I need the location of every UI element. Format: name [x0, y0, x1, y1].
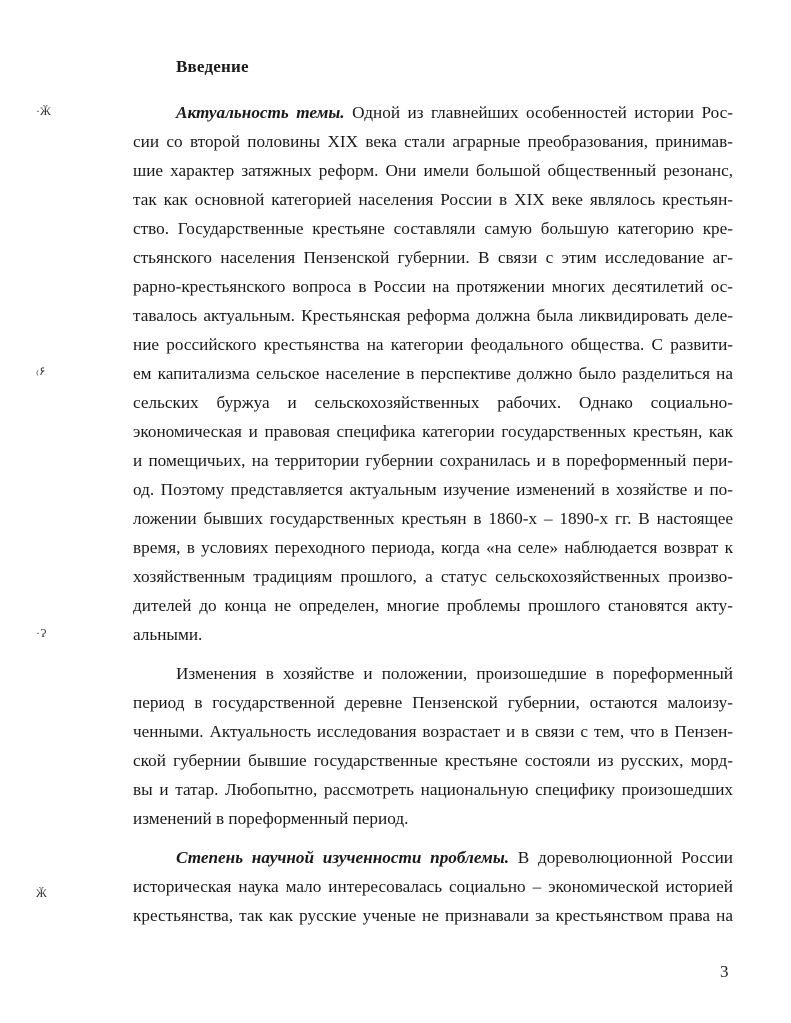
text-line: так как основной категорией населения России в XIX веке являлось крестьян-: [133, 190, 733, 209]
text-line: альными.: [133, 625, 203, 644]
paragraph-1-first-line: [176, 103, 733, 123]
text-line: шие характер затяжных реформ. Они имели большой общественный резонанс,: [133, 161, 733, 180]
text-line: крестьянства, так как русские ученые не признавали за крестьянством права на: [133, 906, 733, 925]
text-line: ложении бывших государственных крестьян в 1860-х – 1890-х гг. В настоящее: [133, 509, 733, 528]
paragraph-3-first-line: [176, 848, 733, 868]
text-line: стьянского населения Пензенской губернии. В связи с этим исследование аг-: [133, 248, 733, 267]
text-line: сии со второй половины XIX века стали аграрные преобразования, принимав-: [133, 132, 733, 151]
text-line: ем капитализма сельское население в перспективе должно было разделиться на: [133, 364, 733, 383]
section-heading: Введение: [176, 57, 249, 76]
text-line: ние российского крестьянства на категории феодального общества. С развити-: [133, 335, 733, 354]
text-line: ской губернии бывшие государственные крестьяне состояли из русских, морд-: [133, 751, 733, 770]
text-line: ство. Государственные крестьяне составляли самую большую категорию кре-: [133, 219, 733, 238]
text-line: время, в условиях переходного периода, когда «на селе» наблюдается возврат к: [133, 538, 733, 557]
text-line: од. Поэтому представляется актуальным изучение изменений в хозяйстве и по-: [133, 480, 733, 499]
margin-mark: Ӂ: [36, 886, 47, 900]
paragraph-3-first-rest: В дореволюционной России: [517, 848, 733, 867]
text-line: дителей до конца не определен, многие проблемы прошлого становятся акту-: [133, 596, 733, 615]
text-line: вы и татар. Любопытно, рассмотреть национальную специфику произошедших: [133, 780, 733, 799]
text-line: сельских буржуа и сельскохозяйственных рабочих. Однако социально-: [133, 393, 733, 412]
margin-mark: ·Ӂ: [36, 104, 51, 118]
margin-mark: ₍۶: [36, 364, 46, 378]
text-line: тавалось актуальным. Крестьянская реформа должна была ликвидировать деле-: [133, 306, 733, 325]
text-line: ченными. Актуальность исследования возрастает и в связи с тем, что в Пензен-: [133, 722, 733, 741]
text-line: и помещичьих, на территории губернии сохранилась и в пореформенный пери-: [133, 451, 733, 470]
paragraph-3-lead: Степень научной изученности проблемы.: [176, 848, 510, 867]
paragraph-1-first-rest: Одной из главнейших особенностей истории Рос-: [352, 103, 733, 122]
paragraph-1-lead: Актуальность темы.: [176, 103, 345, 122]
paragraph-2-first-line: Изменения в хозяйстве и положении, произошедшие в пореформенный: [176, 664, 733, 683]
text-line: период в государственной деревне Пензенской губернии, остаются малоизу-: [133, 693, 733, 712]
page-number: 3: [720, 962, 729, 981]
text-line: экономическая и правовая специфика категории государственных крестьян, как: [133, 422, 733, 441]
text-line: хозяйственным традициям прошлого, а статус сельскохозяйственных произво-: [133, 567, 733, 586]
text-line: рарно-крестьянского вопроса в России на протяжении многих десятилетий ос-: [133, 277, 733, 296]
text-line: историческая наука мало интересовалась социально – экономической историей: [133, 877, 733, 896]
margin-mark: ·Ɂ: [36, 626, 47, 640]
text-line: изменений в пореформенный период.: [133, 809, 409, 828]
